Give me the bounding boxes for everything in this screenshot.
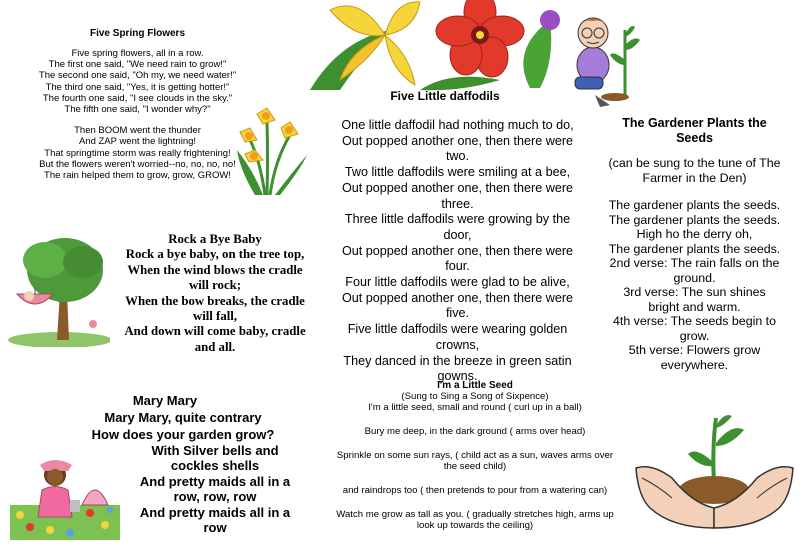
mary-garden-clipart bbox=[10, 455, 120, 540]
poem-line: And pretty maids all in a bbox=[139, 473, 291, 489]
poem-line: Three little daffodils were growing by the bbox=[344, 212, 571, 227]
poem-line: That springtime storm was really frightening! bbox=[44, 147, 231, 159]
poem-line: When the wind blows the cradle bbox=[127, 262, 303, 277]
mary-title: Mary Mary bbox=[132, 393, 198, 408]
poem-line: High ho the derry oh, bbox=[636, 227, 753, 241]
mary-poem-body bbox=[125, 443, 305, 535]
poem-line: Mary Mary, quite contrary bbox=[104, 410, 262, 425]
poem-line: But the flowers weren't worried--no, no, no, no! bbox=[39, 158, 236, 170]
gardener-verses bbox=[597, 198, 792, 372]
daffodil-clipart bbox=[235, 100, 310, 195]
poem-line: The second one said, "Oh my, we need water!" bbox=[38, 70, 237, 82]
poem-line: Then BOOM went the thunder bbox=[74, 125, 201, 137]
seed-line-1: I'm a little seed, small and round ( curl up in a ball) bbox=[368, 402, 582, 413]
tree-cradle-clipart bbox=[5, 232, 110, 347]
seed-title: I'm a Little Seed bbox=[437, 380, 513, 391]
poem-line: door, bbox=[443, 227, 472, 242]
poem-line: Two little daffodils were smiling at a bee, bbox=[344, 165, 571, 180]
mary-poem-intro bbox=[68, 410, 298, 443]
seed-line-5a: Watch me grow as tall as you. ( gradually stretches high, arms up bbox=[336, 509, 614, 520]
poem-line: The gardener plants the seeds. bbox=[608, 241, 781, 256]
poem-line: will fall, bbox=[192, 309, 238, 324]
rockabye-poem bbox=[105, 232, 325, 355]
seed-line-4: and raindrops too ( then pretends to pour from a watering can) bbox=[342, 485, 608, 496]
poem-line: When the bow breaks, the cradle bbox=[125, 293, 305, 308]
poem-line: Five little daffodils were wearing golden bbox=[347, 322, 568, 337]
poem-line: row bbox=[203, 520, 227, 536]
gardener-poem bbox=[597, 116, 792, 372]
poem-line: Rock a bye baby, on the tree top, bbox=[125, 247, 305, 262]
poem-line: ground. bbox=[673, 270, 716, 285]
hands-seedling-clipart bbox=[632, 408, 797, 538]
poem-line: cockles shells bbox=[170, 458, 260, 474]
tune-line: Farmer in the Den) bbox=[642, 171, 747, 185]
daffodils-title: Five Little daffodils bbox=[390, 89, 500, 103]
poem-line: And pretty maids all in a bbox=[139, 504, 291, 520]
seed-line-5b: look up towards the ceiling) bbox=[416, 520, 534, 531]
poem-line: five. bbox=[445, 306, 470, 321]
spring-flowers-poem bbox=[10, 28, 265, 181]
gardener-boy-clipart bbox=[555, 5, 645, 110]
poem-line: Out popped another one, then there were bbox=[341, 133, 574, 148]
poem-line: The third one said, "Yes, it is getting hotter!" bbox=[45, 81, 230, 93]
poem-line: And down will come baby, cradle bbox=[124, 324, 306, 339]
poem-line: The fifth one said, "I wonder why?" bbox=[64, 104, 211, 116]
poem-line: They danced in the breeze in green satin bbox=[343, 353, 572, 368]
poem-line: 3rd verse: The sun shines bbox=[623, 285, 766, 299]
poem-line: The gardener plants the seeds. bbox=[608, 212, 781, 227]
gardener-tune-note bbox=[597, 156, 792, 186]
poem-line: How does your garden grow? bbox=[91, 426, 275, 442]
poem-line: three. bbox=[441, 196, 474, 211]
gardener-title-line: The Gardener Plants the bbox=[622, 116, 767, 130]
poem-line: everywhere. bbox=[660, 357, 729, 372]
poem-line: And ZAP went the lightning! bbox=[78, 136, 197, 148]
poem-line: Out popped another one, then there were bbox=[341, 180, 574, 195]
poem-line: gowns. bbox=[437, 369, 478, 384]
flowers-clipart bbox=[300, 0, 565, 92]
gardener-title bbox=[597, 116, 792, 146]
seed-line-3b: the seed child) bbox=[443, 461, 507, 472]
seed-subtitle: (Sung to Sing a Song of Sixpence) bbox=[401, 391, 549, 402]
poem-line: 5th verse: Flowers grow bbox=[628, 343, 761, 357]
seed-line-2: Bury me deep, in the dark ground ( arms over head) bbox=[364, 426, 586, 437]
seed-poem bbox=[320, 380, 630, 531]
poem-line: The rain helped them to grow, grow, GROW! bbox=[44, 170, 231, 182]
poem-line: Out popped another one, then there were bbox=[341, 243, 574, 258]
poem-line: The first one said, "We need rain to grow!" bbox=[48, 59, 227, 71]
seed-line-3a: Sprinkle on some sun rays, ( child act as a sun, waves arms over bbox=[336, 450, 614, 461]
daffodils-poem bbox=[325, 118, 590, 385]
poem-line: Four little daffodils were glad to be alive, bbox=[345, 275, 570, 290]
poem-line: One little daffodil had nothing much to do, bbox=[341, 118, 574, 132]
spring-flowers-stanza-2 bbox=[10, 125, 265, 181]
poem-line: Five spring flowers, all in a row. bbox=[71, 48, 204, 59]
poem-line: 4th verse: The seeds begin to bbox=[612, 314, 777, 328]
poem-line: row, row, row bbox=[173, 489, 257, 505]
poem-line: will rock; bbox=[188, 278, 241, 293]
seed-line-5 bbox=[320, 509, 630, 531]
poem-line: crowns, bbox=[435, 337, 480, 352]
rockabye-title: Rock a Bye Baby bbox=[168, 232, 262, 246]
tune-line: (can be sung to the tune of The bbox=[608, 156, 781, 170]
poem-line: two. bbox=[445, 149, 470, 164]
poem-line: The fourth one said, "I see clouds in the sky." bbox=[42, 92, 233, 104]
spring-flowers-stanza-1 bbox=[10, 48, 265, 115]
poem-line: 2nd verse: The rain falls on the bbox=[609, 256, 780, 270]
poem-line: Out popped another one, then there were bbox=[341, 290, 574, 305]
poem-line: bright and warm. bbox=[648, 299, 741, 314]
poem-line: and all. bbox=[194, 339, 236, 354]
spring-flowers-title: Five Spring Flowers bbox=[89, 28, 186, 39]
poem-line: With Silver bells and bbox=[151, 443, 279, 458]
poem-line: grow. bbox=[679, 328, 710, 343]
gardener-title-line: Seeds bbox=[676, 131, 713, 145]
seed-line-3 bbox=[320, 450, 630, 472]
poem-line: four. bbox=[445, 259, 470, 274]
poem-line: The gardener plants the seeds. bbox=[608, 198, 781, 212]
